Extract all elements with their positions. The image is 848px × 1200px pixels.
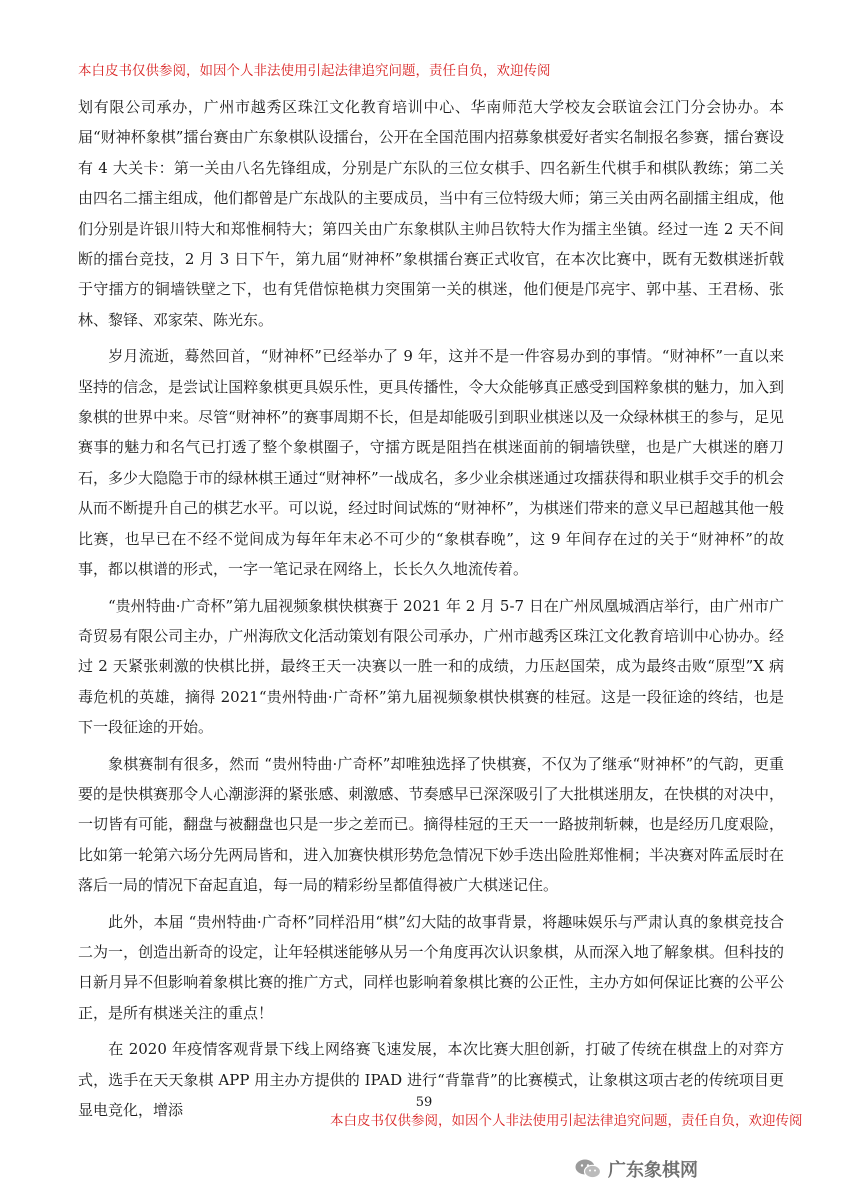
paragraph-6-text: 在 2020 年疫情客观背景下线上网络赛飞速发展，本次比赛大胆创新，打破了传统在棋盘上的对弈方式，选手在天天象棋 APP 用主办方提供的 IPAD 进行“背靠背”的比赛模式，让象棋这项古老的传统项目更显电竞化，增添 (78, 1040, 784, 1119)
page-number: 59 (415, 1095, 433, 1110)
watermark (574, 1156, 698, 1182)
paragraph-4 (78, 749, 784, 901)
article-body (78, 92, 784, 1125)
disclaimer-header: 本白皮书仅供参阅，如因个人非法使用引起法律追究问题，责任自负，欢迎传阅 (78, 63, 551, 79)
paragraph-4-text: 象棋赛制有很多，然而 “贵州特曲·广奇杯”却唯独选择了快棋赛，不仅为了继承“财神杯”的气韵，更重要的是快棋赛那令人心潮澎湃的紧张感、刺激感、节奏感早已深深吸引了大批棋迷朋友，在快棋的对决中，一切皆有可能，翻盘与被翻盘也只是一步之差而已。摘得桂冠的王天一一路披荆斩棘，也是经历几度艰险，比如第一轮第六场分先两局皆和，进入加赛快棋形势危急情况下妙手迭出险胜郑惟桐；半决赛对阵孟辰时在落后一局的情况下奋起直追，每一局的精彩纷呈都值得被广大棋迷记住。 (78, 754, 784, 895)
paragraph-5 (78, 907, 784, 1029)
paragraph-2-text: 岁月流逝，蓦然回首，“财神杯”已经举办了 9 年，这并不是一件容易办到的事情。“财神杯”一直以来坚持的信念，是尝试让国粹象棋更具娱乐性，更具传播性，令大众能够真正感受到国粹象棋的魅力，加入到象棋的世界中来。尽管“财神杯”的赛事周期不长，但是却能吸引到职业棋迷以及一众绿林棋王的参与，足见赛事的魅力和名气已打透了整个象棋圈子，守擂方既是阻挡在棋迷面前的铜墙铁壁，也是广大棋迷的磨刀石，多少大隐隐于市的绿林棋王通过“财神杯”一战成名，多少业余棋迷通过攻擂获得和职业棋手交手的机会从而不断提升自己的棋艺水平。可以说，经过时间试炼的“财神杯”，为棋迷们带来的意义早已超越其他一般比赛，也早已在不经不觉间成为每年年末必不可少的“象棋春晚”，这 9 年间存在过的关于“财神杯”的故事，都以棋谱的形式，一字一笔记录在网络上，长长久久地流传着。 (78, 347, 784, 579)
wechat-icon (574, 1158, 602, 1180)
disclaimer-footer: 本白皮书仅供参阅，如因个人非法使用引起法律追究问题，责任自负，欢迎传阅 (330, 1113, 803, 1129)
paragraph-2 (78, 341, 784, 584)
paragraph-3-text: “贵州特曲·广奇杯”第九届视频象棋快棋赛于 2021 年 2 月 5-7 日在广州凤凰城酒店举行，由广州市广奇贸易有限公司主办，广州海欣文化活动策划有限公司承办，广州市越秀区珠江文化教育培训中心协办。经过 2 天紧张刺激的快棋比拼，最终王天一决赛以一胜一和的成绩，力压赵国荣，成为最终击败“原型”X 病毒危机的英雄，摘得 2021“贵州特曲·广奇杯”第九届视频象棋快棋赛的桂冠。这是一段征途的终结，也是下一段征途的开始。 (78, 596, 784, 737)
paragraph-3 (78, 591, 784, 743)
paragraph-5-text: 此外，本届 “贵州特曲·广奇杯”同样沿用“棋”幻大陆的故事背景，将趣味娱乐与严肃认真的象棋竞技合二为一，创造出新奇的设定，让年轻棋迷能够从另一个角度再次认识象棋，从而深入地了解象棋。但科技的日新月异不但影响着象棋比赛的推广方式，同样也影响着象棋比赛的公正性，主办方如何保证比赛的公平公正，是所有棋迷关注的重点！ (78, 912, 784, 1022)
paragraph-1: 划有限公司承办，广州市越秀区珠江文化教育培训中心、华南师范大学校友会联谊会江门分会协办。本届“财神杯象棋”擂台赛由广东象棋队设擂台，公开在全国范围内招募象棋爱好者实名制报名参赛，擂台赛设有 4 大关卡：第一关由八名先锋组成，分别是广东队的三位女棋手、四名新生代棋手和棋队教练；第二关由四名二擂主组成，他们都曾是广东战队的主要成员，当中有三位特级大师；第三关由两名副擂主组成，他们分别是许银川特大和郑惟桐特大；第四关由广东象棋队主帅吕钦特大作为擂主坐镇。经过一连 2 天不间断的擂台竞技，2 月 3 日下午，第九届“财神杯”象棋擂台赛正式收官，在本次比赛中，既有无数棋迷折戟于守擂方的铜墙铁壁之下，也有凭借惊艳棋力突围第一关的棋迷，他们便是邝亮宇、郭中基、王君杨、张林、黎铎、邓家荣、陈光东。 (78, 98, 784, 329)
watermark-text: 广东象棋网 (608, 1160, 698, 1181)
